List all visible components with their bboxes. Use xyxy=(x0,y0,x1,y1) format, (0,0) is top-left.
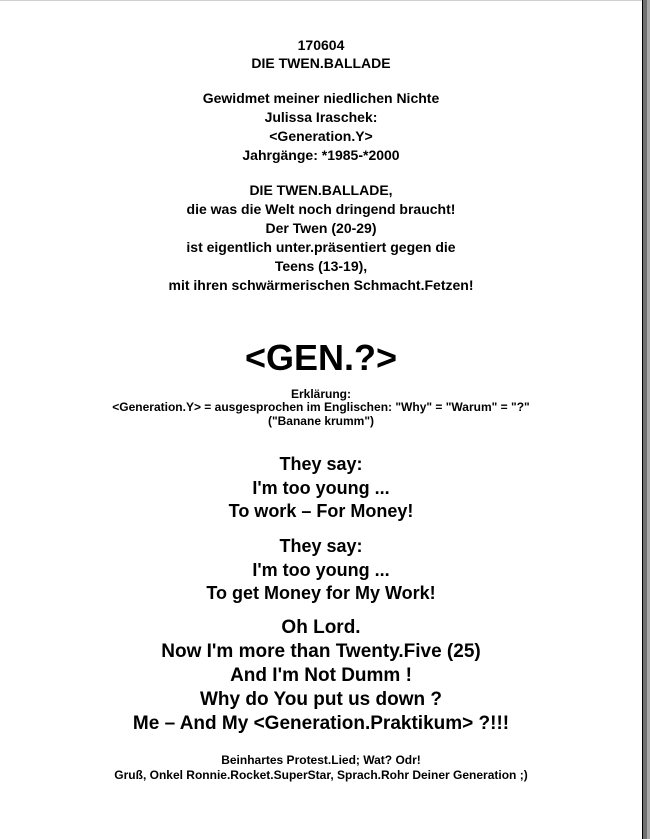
footer-line-1: Beinhartes Protest.Lied; Wat? Odr! xyxy=(221,753,421,767)
intro-line-6: mit ihren schwärmerischen Schmacht.Fetzen! xyxy=(168,277,474,293)
intro-line-5: Teens (13-19), xyxy=(274,258,368,274)
document-title: DIE TWEN.BALLADE xyxy=(251,55,391,71)
dedication-line-3: <Generation.Y> xyxy=(269,128,373,144)
intro-line-2: die was die Welt noch dringend braucht! xyxy=(186,201,456,217)
verse3-line-5: Me – And My <Generation.Praktikum> ?!!! xyxy=(132,713,510,734)
explanation-line-2: <Generation.Y> = ausgesprochen im Englischen: "Why" = "Warum" = "?" xyxy=(112,400,530,414)
verse3-line-4: Why do You put us down ? xyxy=(199,689,443,710)
page-border xyxy=(0,0,642,1)
dedication-line-1: Gewidmet meiner niedlichen Nichte xyxy=(202,90,440,106)
headline: <GEN.?> xyxy=(244,337,398,378)
verse1-line-3: To work – For Money! xyxy=(228,501,414,521)
explanation-line-1: Erklärung: xyxy=(290,387,351,401)
intro-line-1: DIE TWEN.BALLADE, xyxy=(249,182,393,198)
verse1-line-2: I'm too young ... xyxy=(252,478,390,498)
verse3-line-1: Oh Lord. xyxy=(281,617,361,638)
verse3-line-3: And I'm Not Dumm ! xyxy=(230,665,412,686)
verse2-line-1: They say: xyxy=(279,536,363,556)
intro-line-4: ist eigentlich unter.präsentiert gegen die xyxy=(186,239,456,255)
dedication-line-2: Julissa Iraschek: xyxy=(264,109,378,125)
verse3-line-2: Now I'm more than Twenty.Five (25) xyxy=(161,641,481,662)
verse2-line-2: I'm too young ... xyxy=(252,560,390,580)
explanation-line-3: ("Banane krumm") xyxy=(267,414,375,428)
dedication-line-4: Jahrgänge: *1985-*2000 xyxy=(242,147,400,163)
verse1-line-1: They say: xyxy=(279,454,363,474)
footer-line-2: Gruß, Onkel Ronnie.Rocket.SuperStar, Sprach.Rohr Deiner Generation ;) xyxy=(114,768,528,782)
date-line: 170604 xyxy=(297,37,345,53)
intro-line-3: Der Twen (20-29) xyxy=(265,220,377,236)
verse2-line-3: To get Money for My Work! xyxy=(206,583,436,603)
